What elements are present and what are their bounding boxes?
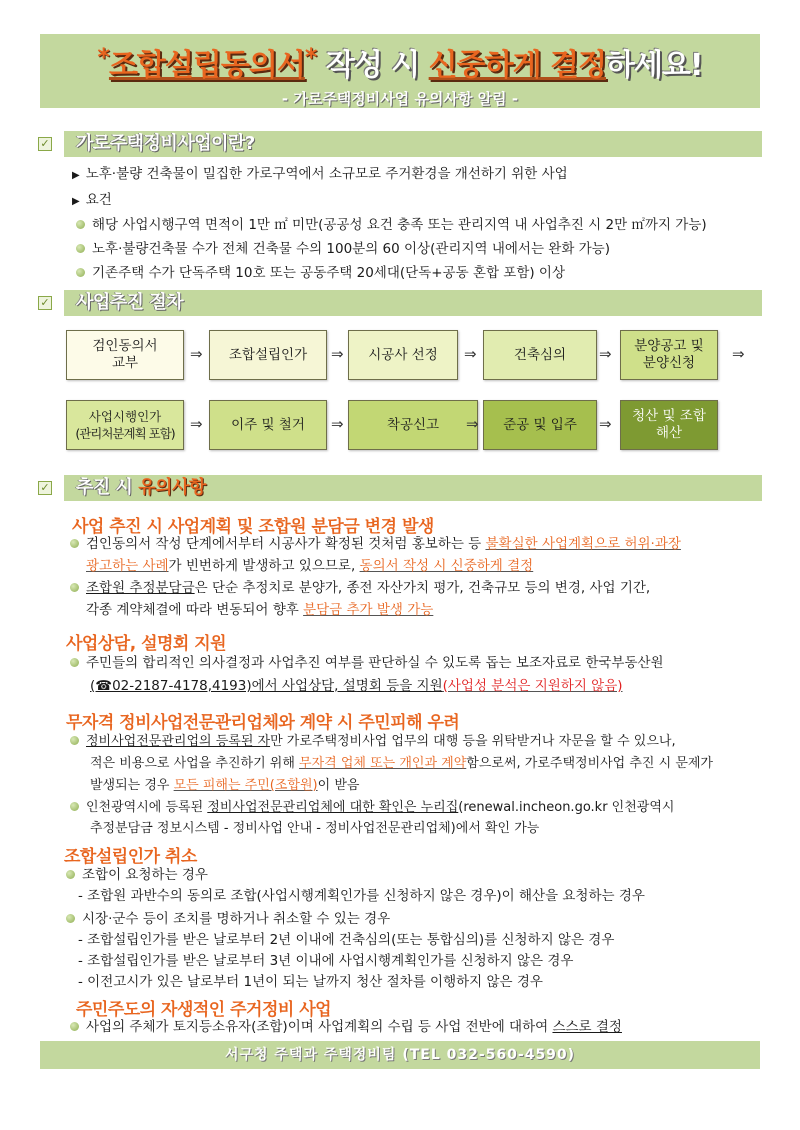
triangle-bullet-icon: ▶ — [72, 170, 80, 181]
triangle-bullet-icon: ▶ — [72, 196, 80, 207]
flow-step: 착공신고 — [348, 400, 478, 450]
checkbox-icon: ✓ — [38, 296, 52, 310]
flow-step: 검인동의서 교부 — [66, 330, 184, 380]
star-icon: * — [304, 43, 317, 71]
requirement-item: 해당 사업시행구역 면적이 1만 ㎡ 미만(공공성 요건 충족 또는 관리지역 내 사업추진 시 2만 ㎡까지 가능) — [76, 216, 707, 234]
arrow-right-icon: ⇒ — [190, 345, 203, 363]
bullet-dot-icon — [70, 583, 79, 592]
caution-item: 정비사업전문관리업의 등록된 자만 가로주택정비사업 업무의 대행 등을 위탁받거나 자문을 할 수 있으나, — [70, 733, 676, 751]
header-banner — [40, 34, 760, 108]
caution-item-cont: 발생되는 경우 모든 피해는 주민(조합원)이 받음 — [90, 778, 360, 793]
caution-subitem: - 조합설립인가를 받은 날로부터 2년 이내에 건축심의(또는 통합심의)를 신청하지 않은 경우 — [78, 932, 615, 948]
caution-plan-change-title: 사업 추진 시 사업계획 및 조합원 분담금 변경 발생 — [72, 517, 434, 537]
caution-item: 조합원 추정분담금은 단순 추정치로 분양가, 종전 자산가치 평가, 건축규모 등의 변경, 사업 기간, — [70, 579, 650, 597]
section-procedure-header — [38, 290, 762, 316]
caution-item: 조합이 요청하는 경우 — [66, 866, 208, 884]
caution-item: 인천광역시에 등록된 정비사업전문관리업체에 대한 확인은 누리집(renewal.incheon.go.kr 인천광역시 — [70, 799, 674, 817]
caution-subitem: - 조합원 과반수의 동의로 조합(사업시행계획인가를 신청하지 않은 경우)이 해산을 요청하는 경우 — [78, 888, 645, 904]
title-text-end: 하세요! — [605, 48, 703, 83]
arrow-right-icon: ⇒ — [599, 345, 612, 363]
flow-step: 이주 및 철거 — [209, 400, 327, 450]
flow-step: 사업시행인가 (관리처분계획 포함) — [66, 400, 184, 450]
bullet-dot-icon — [76, 244, 85, 253]
caution-resident-led-title: 주민주도의 자생적인 주거정비 사업 — [76, 1000, 332, 1020]
section-definition-header — [38, 131, 762, 157]
flow-step: 조합설립인가 — [209, 330, 327, 380]
flow-step: 분양공고 및 분양신청 — [620, 330, 718, 380]
caution-item-cont: 적은 비용으로 사업을 추진하기 위해 무자격 업체 또는 개인과 계약함으로써, 가로주택정비사업 추진 시 문제가 — [90, 756, 713, 771]
caution-item: 시장·군수 등이 조치를 명하거나 취소할 수 있는 경우 — [66, 910, 390, 928]
bullet-dot-icon — [66, 870, 75, 879]
caution-item-cont: 광고하는 사례가 빈번하게 발생하고 있으므로, 동의서 작성 시 신중하게 결정 — [86, 558, 534, 574]
bullet-dot-icon — [70, 802, 79, 811]
arrow-right-icon: ⇒ — [464, 345, 477, 363]
bullet-dot-icon — [76, 220, 85, 229]
title-text: 작성 시 — [316, 48, 429, 83]
caution-unqualified-title: 무자격 정비사업전문관리업체와 계약 시 주민피해 우려 — [66, 713, 460, 733]
bullet-dot-icon — [76, 268, 85, 277]
bullet-dot-icon — [70, 736, 79, 745]
requirement-item: 기존주택 수가 단독주택 10호 또는 공동주택 20세대(단독+공동 혼합 포함) 이상 — [76, 264, 565, 282]
arrow-right-icon: ⇒ — [599, 415, 612, 433]
flow-step: 준공 및 입주 — [483, 400, 597, 450]
section-title: 가로주택정비사업이란? — [64, 131, 762, 157]
flow-step: 청산 및 조합 해산 — [620, 400, 718, 450]
page-subtitle: - 가로주택정비사업 유의사항 알림 - — [281, 90, 519, 108]
star-icon: * — [97, 43, 109, 71]
caution-subitem: - 조합설립인가를 받은 날로부터 3년 이내에 사업시행계획인가를 신청하지 않은 경우 — [78, 953, 574, 969]
page-title — [40, 40, 760, 84]
caution-item: 검인동의서 작성 단계에서부터 시공사가 확정된 것처럼 홍보하는 등 불확실한 사업계획으로 허위·과장 — [70, 535, 681, 553]
arrow-right-icon: ⇒ — [732, 345, 745, 363]
requirements-label: ▶ 요건 — [72, 192, 112, 208]
caution-subitem: - 이전고시가 있은 날로부터 1년이 되는 날까지 청산 절차를 이행하지 않은 경우 — [78, 974, 543, 990]
caution-item-cont: (☎02-2187-4178,4193)에서 사업상담, 설명회 등을 지원(사업성 분석은 지원하지 않음) — [90, 678, 623, 694]
arrow-right-icon: ⇒ — [331, 415, 344, 433]
checkbox-icon: ✓ — [38, 481, 52, 495]
section-title: 사업추진 절차 — [64, 290, 762, 316]
footer-contact: 서구청 주택과 주택정비팀 (TEL 032-560-4590) — [40, 1041, 760, 1069]
bullet-dot-icon — [70, 1022, 79, 1031]
caution-cancellation-title: 조합설립인가 취소 — [64, 847, 197, 867]
bullet-dot-icon — [70, 539, 79, 548]
definition-text: ▶ 노후·불량 건축물이 밀집한 가로구역에서 소규모로 주거환경을 개선하기 위한 사업 — [72, 166, 568, 182]
title-highlight-decide: 신중하게 결정 — [428, 48, 606, 83]
section-cautions-header — [38, 475, 762, 501]
caution-item: 사업의 주체가 토지등소유자(조합)이며 사업계획의 수립 등 사업 전반에 대하여 스스로 결정 — [70, 1018, 622, 1036]
caution-item-cont: 추정분담금 정보시스템 - 정비사업 안내 - 정비사업전문관리업체)에서 확인 가능 — [90, 821, 540, 836]
arrow-right-icon: ⇒ — [190, 415, 203, 433]
arrow-right-icon: ⇒ — [331, 345, 344, 363]
arrow-right-icon: ⇒ — [466, 415, 479, 433]
requirement-item: 노후·불량건축물 수가 전체 건축물 수의 100분의 60 이상(관리지역 내에서는 완화 가능) — [76, 240, 610, 258]
flow-step: 건축심의 — [483, 330, 597, 380]
caution-consulting-title: 사업상담, 설명회 지원 — [66, 634, 227, 654]
flow-step: 시공사 선정 — [348, 330, 458, 380]
section-title: 추진 시 유의사항 — [64, 475, 762, 501]
bullet-dot-icon — [66, 914, 75, 923]
caution-item-cont: 각종 계약체결에 따라 변동되어 향후 분담금 추가 발생 가능 — [86, 602, 434, 618]
caution-item: 주민들의 합리적인 의사결정과 사업추진 여부를 판단하실 수 있도록 돕는 보조자료로 한국부동산원 — [70, 654, 664, 672]
bullet-dot-icon — [70, 658, 79, 667]
checkbox-icon: ✓ — [38, 137, 52, 151]
title-highlight-consent: 조합설립동의서 — [108, 48, 305, 83]
